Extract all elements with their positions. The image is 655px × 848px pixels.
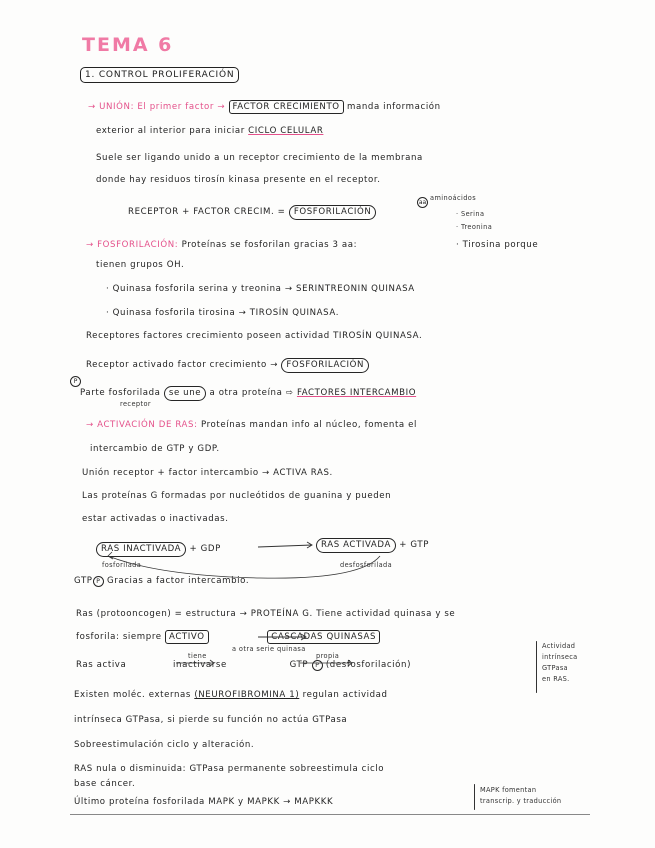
note-text: Parte fosforilada (80, 388, 161, 398)
note-text: (desfosforilación) (325, 660, 412, 670)
note-line-7: tienen grupos OH. (96, 260, 185, 270)
ras-activation-arrow (258, 545, 312, 547)
factor-crecimiento-box: FACTOR CRECIMIENTO (229, 100, 344, 114)
ras-return-arrow (108, 556, 380, 578)
fosforilacion-oval-2: FOSFORILACIÓN (281, 358, 369, 373)
propia-label: propia (316, 652, 340, 660)
aa-tirosina: · Tirosina (456, 240, 502, 250)
neurofibromina-text: (NEUROFIBROMINA 1) (194, 690, 300, 700)
note-text: porque (504, 240, 539, 250)
note-text: Proteínas mandan info al núcleo, fomenta el (200, 420, 417, 430)
note-line-15: Unión receptor + factor intercambio → ACTIVA RAS. (82, 468, 333, 478)
note-text: RECEPTOR + FACTOR CRECIM. = (128, 207, 286, 217)
ciclo-celular-text: CICLO CELULAR (248, 126, 324, 136)
note-line-9: · Quinasa fosforila tirosina → TIROSÍN QUINASA. (106, 308, 340, 318)
unión-heading: → UNIÓN: El primer factor → (88, 102, 226, 112)
note-line-3: Suele ser ligando unido a un receptor crecimiento de la membrana (96, 153, 423, 163)
serie-quinasa-note: a otra serie quinasa (232, 645, 306, 653)
note-text: Gracias a factor intercambio. (106, 576, 250, 586)
ras-activada-oval: RAS ACTIVADA (316, 538, 396, 553)
aa-serina: · Serina (456, 210, 485, 218)
note-text: Existen moléc. externas (74, 690, 191, 700)
brace-text: Actividad (542, 642, 576, 650)
note-text: Proteínas se fosforilan gracias 3 aa: (181, 240, 358, 250)
note-line-27: base cáncer. (74, 779, 136, 789)
factores-intercambio-text: FACTORES INTERCAMBIO (296, 388, 417, 398)
note-text: regulan actividad (302, 690, 388, 700)
fosforilacion-oval: FOSFORILACIÓN (289, 205, 377, 220)
brace-text: transcrip. y traducción (480, 797, 562, 805)
note-line-14: intercambio de GTP y GDP. (90, 444, 220, 454)
fosforilacion-heading: → FOSFORILACIÓN: (86, 240, 179, 250)
p-circle-small: P (70, 376, 81, 387)
gtp-text: GTP (289, 660, 309, 670)
note-line-8: · Quinasa fosforila serina y treonina → SERINTREONIN QUINASA (106, 284, 415, 294)
note-line-17: estar activadas o inactivadas. (82, 514, 229, 524)
note-line-4: donde hay residuos tirosín kinasa presente en el receptor. (96, 175, 381, 185)
note-line-28: Último proteína fosforilada MAPK y MAPKK → MAPKKK (74, 797, 334, 807)
aa-treonina: · Treonina (456, 223, 493, 231)
aminoacidos-label: aminoácidos (430, 194, 477, 202)
cascadas-quinasas-box: CASCADAS QUINASAS (267, 630, 380, 644)
note-line-16: Las proteínas G formadas por nucleótidos de guanina y pueden (82, 491, 392, 501)
brace-text: intrínseca (542, 653, 578, 661)
tiene-label: tiene (188, 652, 207, 660)
section-title: 1. CONTROL PROLIFERACIÓN (80, 67, 239, 83)
phosphate-circle: P (93, 576, 104, 587)
gtp-text: + GTP (399, 540, 430, 550)
gtp-text: GTP (74, 576, 93, 586)
activo-box: ACTIVO (165, 630, 209, 644)
brace-text: MAPK fomentan (480, 786, 537, 794)
fosforilada-label: fosforilada (102, 561, 142, 569)
note-text: manda información (347, 102, 441, 112)
note-line-20: Ras (protooncogen) = estructura → PROTEÍNA G. Tiene actividad quinasa y se (76, 609, 456, 619)
ras-inactivada-oval: RAS INACTIVADA (96, 542, 186, 557)
note-text: inactivarse (173, 660, 227, 670)
desfosforilada-label: desfosforilada (340, 561, 393, 569)
note-line-10: Receptores factores crecimiento poseen actividad TIROSÍN QUINASA. (86, 331, 423, 341)
brace-text: en RAS. (542, 675, 570, 683)
activacion-ras-heading: → ACTIVACIÓN DE RAS: (86, 420, 198, 430)
aa-circle: aa (418, 199, 427, 206)
note-text: a otra proteína ⇨ (209, 388, 294, 398)
se-une-oval: se une (164, 386, 206, 401)
receptor-note: receptor (120, 400, 152, 408)
gdp-text: + GDP (189, 544, 221, 554)
note-text: Ras activa (76, 660, 127, 670)
note-text: fosforila: siempre (76, 632, 162, 642)
note-text: exterior al interior para iniciar (96, 126, 245, 136)
page-title: TEMA 6 (82, 34, 174, 56)
note-line-26: RAS nula o disminuida: GTPasa permanente sobreestimula ciclo (74, 764, 385, 774)
phosphate-circle-2: P (312, 660, 323, 671)
note-line-24: intrínseca GTPasa, si pierde su función no actúa GTPasa (74, 715, 348, 725)
note-line-25: Sobreestimulación ciclo y alteración. (74, 740, 255, 750)
note-text: Receptor activado factor crecimiento → (86, 360, 279, 370)
brace-text: GTPasa (542, 664, 568, 672)
